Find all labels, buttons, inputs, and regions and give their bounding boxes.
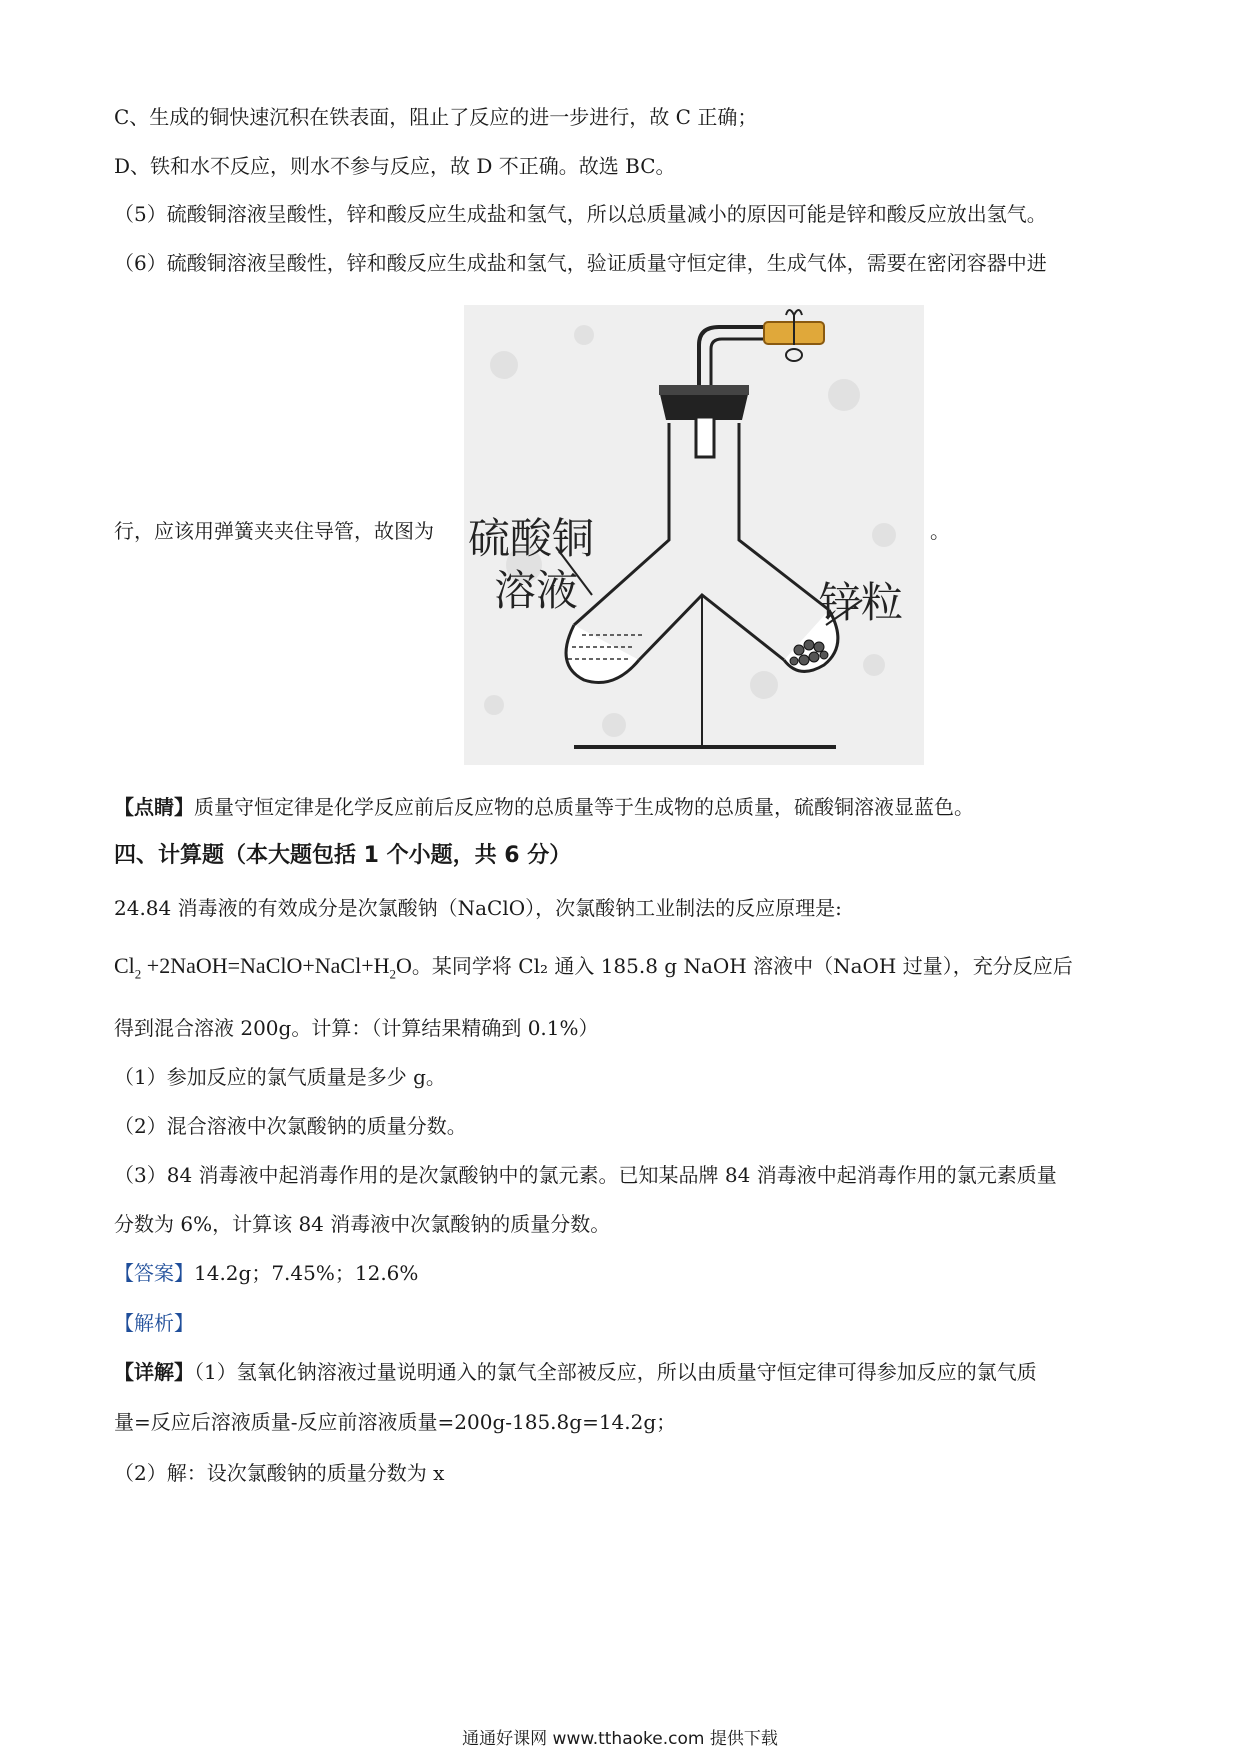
sub-question: （2）混合溶液中次氯酸钠的质量分数。 — [114, 1114, 467, 1138]
text-line: 行，应该用弹簧夹夹住导管，故图为 — [114, 519, 434, 543]
section-heading: 四、计算题（本大题包括 1 个小题，共 6 分） — [114, 843, 572, 868]
text-line: （5）硫酸铜溶液呈酸性，锌和酸反应生成盐和氢气，所以总质量减小的原因可能是锌和酸反应放出氢气。 — [114, 202, 1047, 226]
answer-text: 14.2g；7.45%；12.6% — [194, 1261, 419, 1285]
analysis-tag: 【解析】 — [114, 1311, 194, 1335]
remark-line — [114, 793, 974, 821]
question-line: 24.84 消毒液的有效成分是次氯酸钠（NaClO），次氯酸钠工业制法的反应原理是: — [114, 896, 842, 920]
sub-question: （1）参加反应的氯气质量是多少 g。 — [114, 1065, 446, 1089]
apparatus-figure — [464, 305, 924, 765]
sub-question: （3）84 消毒液中起消毒作用的是次氯酸钠中的氯元素。已知某品牌 84 消毒液中起消毒作用的氯元素质量 — [114, 1163, 1057, 1187]
chemical-equation: $Cl_2$ $+2NaOH=NaClO+NaCl+H_2O$ — [114, 953, 412, 982]
formula-line — [114, 952, 1073, 988]
text-line: （6）硫酸铜溶液呈酸性，锌和酸反应生成盐和氢气，验证质量守恒定律，生成气体，需要在密闭容器中进 — [114, 251, 1047, 275]
detail-line: 量=反应后溶液质量-反应前溶液质量=200g-185.8g=14.2g； — [114, 1410, 677, 1434]
detail-tag: 【详解】 — [114, 1360, 194, 1384]
remark-text: 质量守恒定律是化学反应前后反应物的总质量等于生成物的总质量，硫酸铜溶液显蓝色。 — [194, 795, 974, 819]
text-line: D、铁和水不反应，则水不参与反应，故 D 不正确。故选 BC。 — [114, 154, 676, 178]
label-zinc: 锌粒 — [819, 578, 904, 627]
question-line: 得到混合溶液 200g。计算：（计算结果精确到 0.1%） — [114, 1016, 599, 1040]
detail-line: （2）解：设次氯酸钠的质量分数为 x — [114, 1461, 445, 1485]
text-line: 。 — [930, 519, 950, 543]
label-copper-sulfate: 硫酸铜 — [468, 514, 595, 563]
tube-in-neck — [696, 417, 714, 457]
detail-line — [114, 1358, 1037, 1386]
question-text: 。某同学将 Cl₂ 通入 185.8 g NaOH 溶液中（NaOH 过量），充分反应后 — [411, 954, 1073, 978]
answer-tag: 【答案】 — [114, 1261, 194, 1285]
detail-text: （1）氢氧化钠溶液过量说明通入的氯气全部被反应，所以由质量守恒定律可得参加反应的氯气质 — [194, 1360, 1037, 1384]
label-solution: 溶液 — [494, 566, 579, 615]
page-footer: 通通好课网 www.tthaoke.com 提供下载 — [462, 1729, 778, 1749]
sub-question: 分数为 6%，计算该 84 消毒液中次氯酸钠的质量分数。 — [114, 1212, 611, 1236]
answer-line — [114, 1259, 418, 1287]
text-line: C、生成的铜快速沉积在铁表面，阻止了反应的进一步进行，故 C 正确； — [114, 105, 758, 129]
remark-tag: 【点睛】 — [114, 795, 194, 819]
stopper-top — [659, 385, 749, 395]
